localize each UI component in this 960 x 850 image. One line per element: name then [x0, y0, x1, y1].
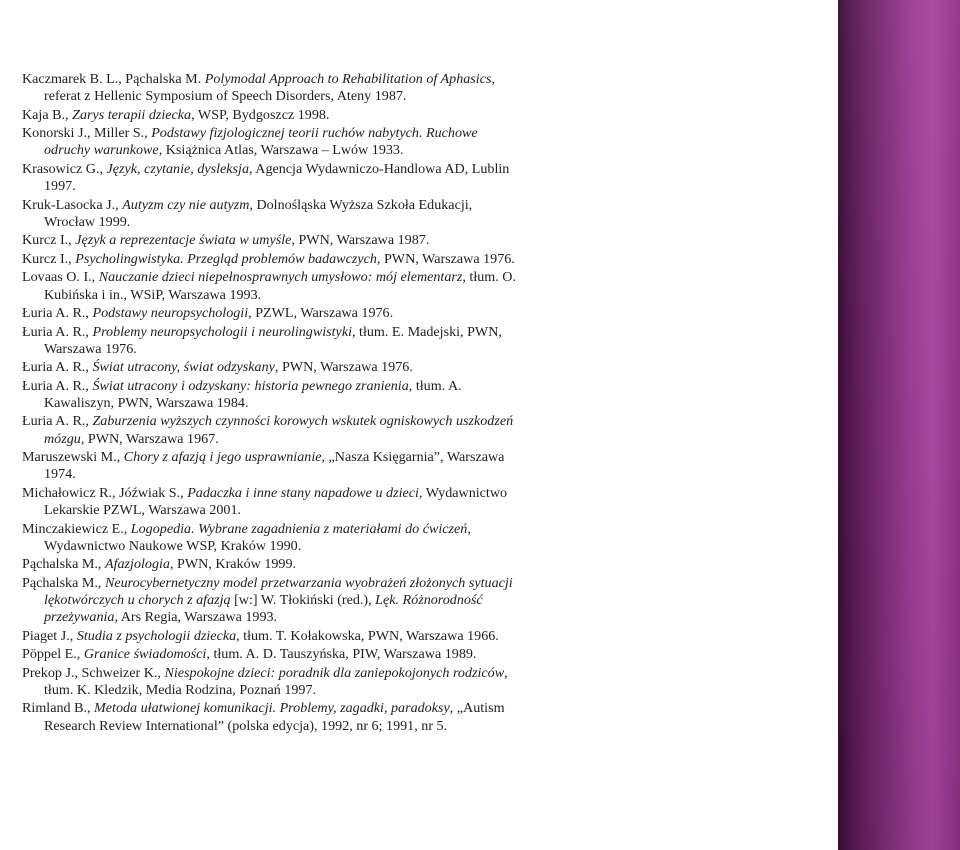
bibliography-entry: Maruszewski M., Chory z afazją i jego usprawnianie, „Nasza Księgarnia”, Warszawa 1974.: [22, 449, 505, 483]
bibliography-entry: Łuria A. R., Problemy neuropsychologii i neurolingwistyki, tłum. E. Madejski, PWN, Warszawa 1976.: [22, 323, 502, 357]
bibliography-entry: Kruk-Lasocka J., Autyzm czy nie autyzm, Dolnośląska Wyższa Szkoła Edukacji, Wrocław 1999.: [22, 196, 473, 230]
bibliography-entry: Krasowicz G., Język, czytanie, dysleksja, Agencja Wydawniczo-Handlowa AD, Lublin 1997.: [22, 160, 510, 195]
bibliography-entry: Łuria A. R., Świat utracony, świat odzyskany, PWN, Warszawa 1976.: [22, 359, 413, 376]
bibliography-entry: Kaczmarek B. L., Pąchalska M. Polymodal Approach to Rehabilitation of Aphasics, referat z Hellenic Symposium of Speech Disorders, Ateny 1987.: [22, 71, 495, 105]
bibliography-list: [22, 71, 522, 736]
bibliography-entry: Kurcz I., Język a reprezentacje świata w umyśle, PWN, Warszawa 1987.: [22, 232, 430, 249]
bibliography-entry: Lovaas O. I., Nauczanie dzieci niepełnosprawnych umysłowo: mój elementarz, tłum. O. Kubińska i in., WSiP, Warszawa 1993.: [22, 269, 516, 303]
bibliography-entry: Piaget J., Studia z psychologii dziecka, tłum. T. Kołakowska, PWN, Warszawa 1966.: [22, 627, 499, 644]
bibliography-entry: Łuria A. R., Zaburzenia wyższych czynności korowych wskutek ogniskowych uszkodzeń mózgu, PWN, Warszawa 1967.: [22, 413, 514, 447]
bibliography-entry: Konorski J., Miller S., Podstawy fizjologicznej teorii ruchów nabytych. Ruchowe odruchy warunkowe, Książnica Atlas, Warszawa – Lwów 1933.: [22, 125, 478, 159]
bibliography-entry: Łuria A. R., Świat utracony i odzyskany: historia pewnego zranienia, tłum. A. Kawaliszyn, PWN, Warszawa 1984.: [22, 377, 462, 411]
bibliography-entry: Pöppel E., Granice świadomości, tłum. A. D. Tauszyńska, PIW, Warszawa 1989.: [22, 646, 477, 663]
bibliography-entry: Pąchalska M., Neurocybernetyczny model przetwarzania wyobrażeń złożonych sytuacji lękotwórczych u chorych z afazją [w:] W. Tłokiński (red.), Lęk. Różnorodność przeżywania, Ars Regia, Warszawa 1993.: [22, 574, 513, 626]
decorative-side-panel: [838, 0, 960, 850]
bibliography-entry: Prekop J., Schweizer K., Niespokojne dzieci: poradnik dla zaniepokojonych rodziców, tłum. K. Kledzik, Media Rodzina, Poznań 1997.: [22, 664, 508, 698]
bibliography-entry: Kaja B., Zarys terapii dziecka, WSP, Bydgoszcz 1998.: [22, 106, 330, 123]
bibliography-entry: Kurcz I., Psycholingwistyka. Przegląd problemów badawczych, PWN, Warszawa 1976.: [22, 250, 515, 267]
bibliography-entry: Minczakiewicz E., Logopedia. Wybrane zagadnienia z materiałami do ćwiczeń, Wydawnictwo Naukowe WSP, Kraków 1990.: [22, 520, 471, 554]
bibliography-entry: Michałowicz R., Jóźwiak S., Padaczka i inne stany napadowe u dzieci, Wydawnictwo Lekarskie PZWL, Warszawa 2001.: [22, 484, 508, 519]
bibliography-entry: Rimland B., Metoda ułatwionej komunikacji. Problemy, zagadki, paradoksy, „Autism Research Review International” (polska edycja), 1992, nr 6; 1991, nr 5.: [22, 700, 505, 734]
bibliography-entry: Łuria A. R., Podstawy neuropsychologii, PZWL, Warszawa 1976.: [22, 305, 394, 322]
bibliography-entry: Pąchalska M., Afazjologia, PWN, Kraków 1999.: [22, 556, 297, 573]
side-panel-shading: [838, 0, 960, 850]
